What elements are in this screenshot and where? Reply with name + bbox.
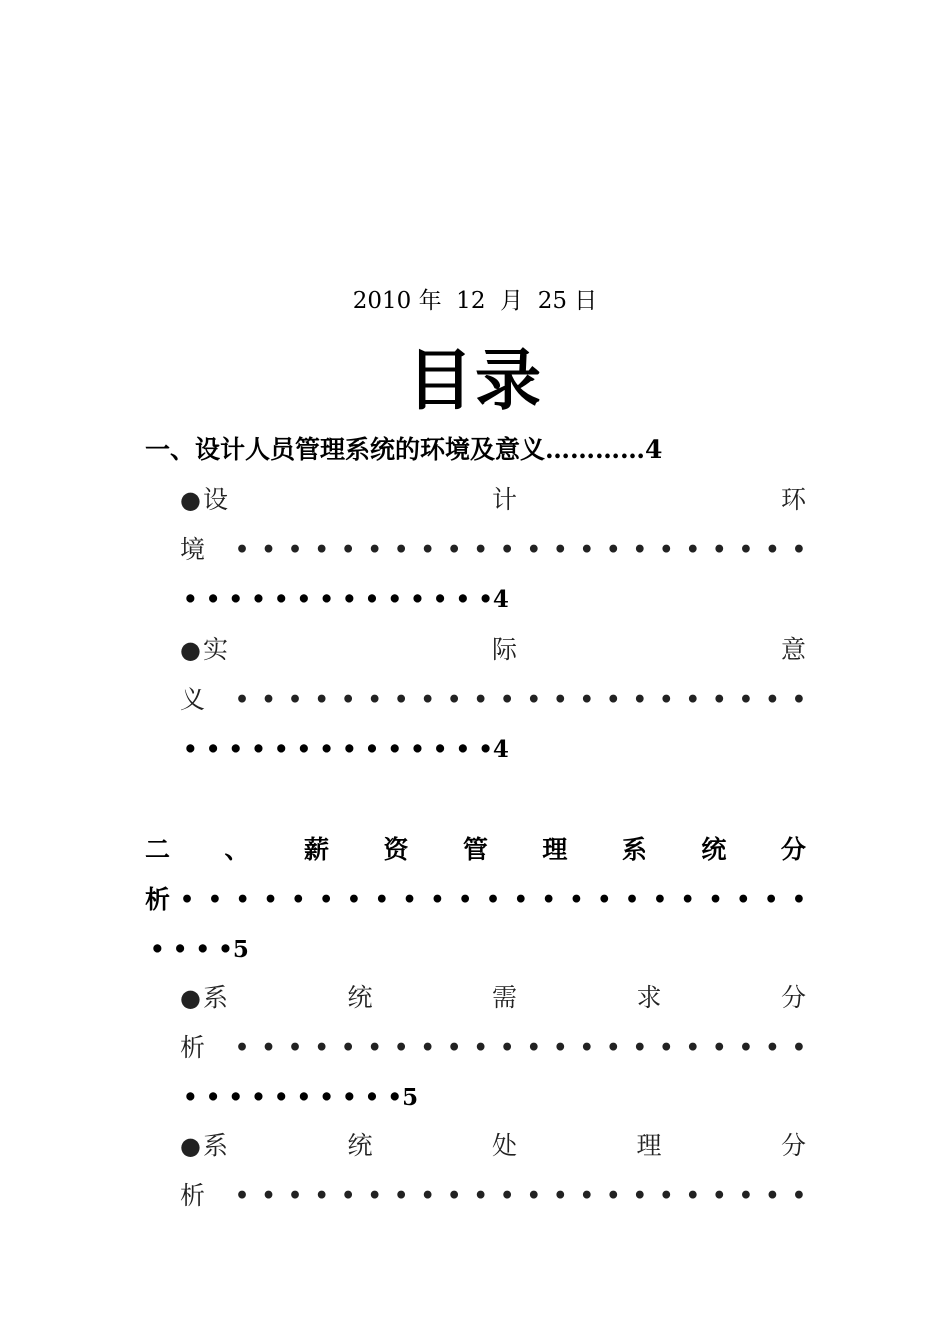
dot-leader: • • • • • • • • • • • • • • • • • • • • • • xyxy=(235,1035,806,1061)
toc-item-2-1-page: • • • • • • • • • •5 xyxy=(183,1084,419,1111)
bullet-icon: ● xyxy=(180,984,201,1012)
toc-item-2-2-char: 统 xyxy=(347,1131,373,1160)
heading-char: 理 xyxy=(542,835,568,864)
toc-item-1-2-first: ●实 xyxy=(180,635,228,664)
dot-leader: • • • • • • • • • • • • • • • • • • • • • • xyxy=(235,1183,806,1209)
toc-item-2-1-char: 需 xyxy=(491,983,517,1012)
toc-item-1-2-line[interactable] xyxy=(180,630,806,670)
dot-leader: • • • • • • • • • • • • • • • • • • • • • • xyxy=(235,537,806,563)
toc-item-1-2-char: 意 xyxy=(780,635,806,664)
toc-item-2-2-char: 理 xyxy=(636,1131,662,1160)
toc-item-1-1-line[interactable] xyxy=(180,480,806,520)
toc-section-2-heading[interactable] xyxy=(145,830,806,870)
toc-section-1-heading[interactable]: 一、设计人员管理系统的环境及意义…………4 xyxy=(145,435,663,464)
bullet-icon: ● xyxy=(180,486,201,514)
toc-section-2-tail: 析 xyxy=(145,885,171,914)
bullet-icon: ● xyxy=(180,1132,201,1160)
toc-item-1-1-page: • • • • • • • • • • • • • •4 xyxy=(183,586,509,613)
heading-char: 资 xyxy=(383,835,409,864)
toc-item-1-1-char: 计 xyxy=(491,485,517,514)
toc-item-1-2-tail: 义 xyxy=(180,685,206,714)
toc-title: 目录 xyxy=(407,341,543,419)
toc-item-2-2-char: 处 xyxy=(491,1131,517,1160)
toc-item-2-1-char: 求 xyxy=(636,983,662,1012)
heading-char: 系 xyxy=(621,835,647,864)
toc-item-1-1-char: 环 xyxy=(780,485,806,514)
heading-char: 分 xyxy=(780,835,806,864)
toc-section-2-dotline[interactable] xyxy=(145,880,806,920)
toc-item-2-2-tail: 析 xyxy=(180,1181,206,1210)
toc-item-1-1-tail: 境 xyxy=(180,535,206,564)
dot-leader: • • • • • • • • • • • • • • • • • • • • • • xyxy=(235,687,806,713)
toc-item-2-2-first: ●系 xyxy=(180,1131,228,1160)
toc-item-2-2-char: 分 xyxy=(780,1131,806,1160)
heading-char: 统 xyxy=(701,835,727,864)
bullet-icon: ● xyxy=(180,636,201,664)
heading-char: 二 xyxy=(145,835,171,864)
toc-item-1-2-dotline[interactable] xyxy=(180,680,806,720)
document-date: 2010 年 12 月 25 日 xyxy=(352,288,598,314)
dot-leader: • • • • • • • • • • • • • • • • • • • • • • • xyxy=(180,887,806,913)
heading-char: 薪 xyxy=(303,835,329,864)
toc-item-2-1-char: 统 xyxy=(347,983,373,1012)
toc-item-1-2-char: 际 xyxy=(491,635,517,664)
toc-item-2-2-dotline[interactable] xyxy=(180,1176,806,1216)
heading-char: 管 xyxy=(462,835,488,864)
toc-item-2-1-tail: 析 xyxy=(180,1033,206,1062)
toc-item-2-1-char: 分 xyxy=(780,983,806,1012)
toc-item-1-1-dotline[interactable] xyxy=(180,530,806,570)
toc-item-1-1-first: ●设 xyxy=(180,485,228,514)
toc-item-2-1-first: ●系 xyxy=(180,983,228,1012)
toc-item-2-1-dotline[interactable] xyxy=(180,1028,806,1068)
toc-item-2-2-line[interactable] xyxy=(180,1126,806,1166)
toc-section-2-page: • • • •5 xyxy=(150,936,249,963)
toc-item-1-2-page: • • • • • • • • • • • • • •4 xyxy=(183,736,509,763)
heading-char: 、 xyxy=(224,835,250,864)
toc-item-2-1-line[interactable] xyxy=(180,978,806,1018)
